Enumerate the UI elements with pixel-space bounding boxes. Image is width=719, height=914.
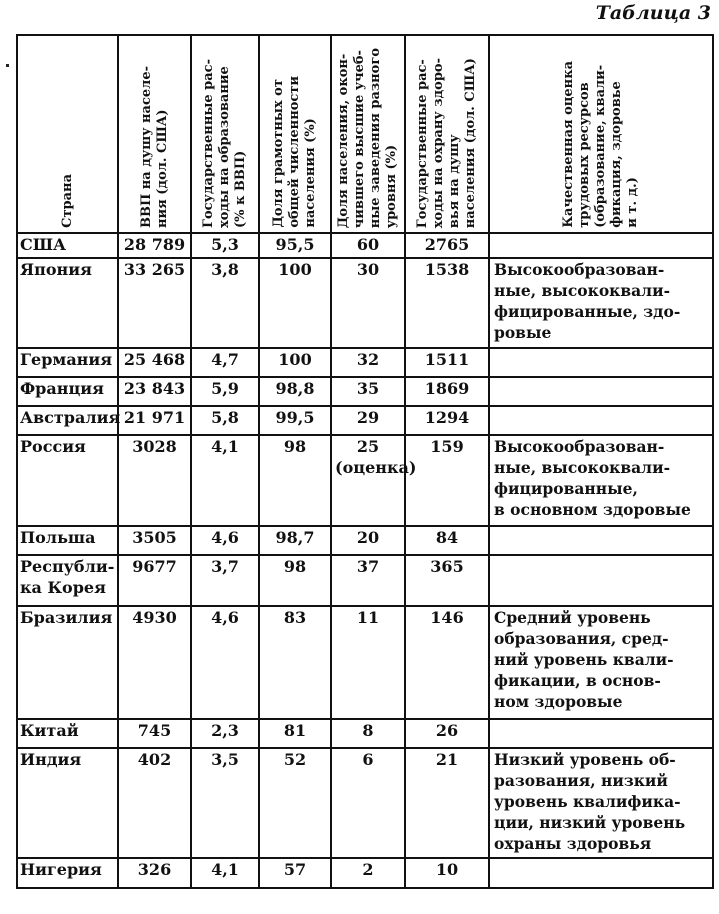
text-line: Франция bbox=[20, 379, 104, 398]
quality-cell bbox=[489, 606, 713, 719]
text-line: Государственные рас- bbox=[201, 58, 216, 228]
education-spending-cell bbox=[191, 858, 259, 888]
gdp-cell bbox=[118, 258, 191, 348]
higher-education-cell bbox=[331, 233, 405, 258]
higher-education-cell bbox=[331, 719, 405, 748]
health-spending-cell bbox=[405, 555, 489, 606]
text-line: 745 bbox=[137, 721, 172, 740]
gdp-cell bbox=[118, 858, 191, 888]
text-line: ний уровень квали- bbox=[494, 650, 674, 669]
literacy-cell bbox=[259, 233, 331, 258]
country-cell bbox=[17, 258, 118, 348]
text-line: ходы на образование bbox=[217, 66, 232, 228]
text-line: ные, высококвали- bbox=[494, 458, 671, 477]
text-line: 26 bbox=[435, 721, 459, 740]
higher-education-cell bbox=[331, 555, 405, 606]
health-spending-cell bbox=[405, 606, 489, 719]
text-line: 6 bbox=[362, 750, 374, 769]
header-gdp bbox=[118, 35, 191, 233]
country-cell bbox=[17, 406, 121, 435]
literacy-cell bbox=[259, 406, 331, 435]
text-line: США bbox=[20, 235, 67, 254]
text-line: 1511 bbox=[424, 350, 470, 369]
text-line: Государственные рас- bbox=[415, 58, 430, 228]
gdp-cell bbox=[118, 606, 191, 719]
education-spending-cell bbox=[191, 435, 259, 526]
text-line: 8 bbox=[362, 721, 374, 740]
table-row bbox=[17, 748, 713, 858]
text-line: 83 bbox=[283, 608, 307, 627]
text-line: Страна bbox=[59, 174, 75, 228]
text-line: 35 bbox=[356, 379, 380, 398]
health-spending-cell bbox=[405, 858, 489, 888]
text-line: 100 bbox=[278, 350, 312, 369]
text-line: 32 bbox=[356, 350, 380, 369]
education-spending-cell bbox=[191, 748, 259, 858]
education-spending-cell bbox=[191, 377, 259, 406]
quality-cell bbox=[489, 858, 713, 888]
text-line: Япония bbox=[20, 260, 92, 279]
country-cell bbox=[17, 348, 118, 377]
text-line: в основном здоровые bbox=[494, 500, 691, 519]
higher-education-cell bbox=[331, 348, 405, 377]
education-spending-cell bbox=[191, 555, 259, 606]
text-line: (оценка) bbox=[335, 458, 417, 477]
health-spending-cell bbox=[405, 719, 489, 748]
table-row bbox=[17, 348, 713, 377]
text-line: 3028 bbox=[132, 437, 177, 456]
health-spending-cell bbox=[405, 377, 489, 406]
text-line: вья на душу bbox=[447, 134, 462, 228]
text-line: 100 bbox=[278, 260, 312, 279]
text-line: 30 bbox=[356, 260, 380, 279]
text-line: 28 789 bbox=[123, 235, 186, 254]
table-row bbox=[17, 233, 713, 258]
health-spending-cell bbox=[405, 348, 489, 377]
text-line: 9677 bbox=[132, 557, 177, 576]
country-cell bbox=[17, 526, 118, 555]
table-row bbox=[17, 377, 713, 406]
quality-cell bbox=[489, 348, 713, 377]
country-cell bbox=[17, 748, 118, 858]
text-line: ции, низкий уровень bbox=[494, 813, 686, 832]
text-line: 2 bbox=[362, 860, 374, 879]
literacy-cell bbox=[259, 606, 331, 719]
text-line: 52 bbox=[283, 750, 307, 769]
quality-cell bbox=[489, 233, 713, 258]
data-table bbox=[16, 34, 714, 889]
text-line: уровень квалифика- bbox=[494, 792, 681, 811]
text-line: Китай bbox=[20, 721, 79, 740]
table-caption: Таблица 3 bbox=[595, 2, 711, 24]
text-line: 84 bbox=[435, 528, 459, 547]
text-line: трудовых ресурсов bbox=[577, 82, 592, 228]
health-spending-cell bbox=[405, 258, 489, 348]
text-line: фикация, здоровье bbox=[609, 81, 624, 228]
gdp-cell bbox=[118, 348, 191, 377]
quality-cell bbox=[489, 258, 713, 348]
text-line: Республи- bbox=[20, 557, 115, 576]
text-line: 1869 bbox=[424, 379, 470, 398]
health-spending-cell bbox=[405, 406, 489, 435]
higher-education-cell bbox=[331, 858, 405, 888]
gdp-cell bbox=[118, 406, 191, 435]
table-row bbox=[17, 435, 713, 526]
text-line: 3,5 bbox=[211, 750, 239, 769]
text-line: 37 bbox=[356, 557, 380, 576]
higher-education-cell bbox=[331, 406, 405, 435]
text-line: ходы на охрану здоро- bbox=[431, 57, 446, 228]
literacy-cell bbox=[259, 348, 331, 377]
gdp-cell bbox=[118, 233, 191, 258]
text-line: общей численности bbox=[287, 76, 302, 228]
health-spending-cell bbox=[405, 435, 489, 526]
higher-education-cell bbox=[331, 606, 405, 719]
text-line: ные, высококвали- bbox=[494, 281, 671, 300]
literacy-cell bbox=[259, 719, 331, 748]
health-spending-cell bbox=[405, 748, 489, 858]
text-line: охраны здоровья bbox=[494, 834, 652, 853]
literacy-cell bbox=[259, 555, 331, 606]
text-line: 21 971 bbox=[123, 408, 186, 427]
text-line: 3505 bbox=[132, 528, 177, 547]
higher-education-cell bbox=[331, 377, 405, 406]
text-line: 159 bbox=[430, 437, 464, 456]
text-line: ка Корея bbox=[20, 578, 106, 597]
country-cell bbox=[17, 858, 118, 888]
text-line: 365 bbox=[430, 557, 464, 576]
text-line: 25 bbox=[356, 437, 380, 456]
text-line: чившего высшие учеб- bbox=[352, 49, 367, 228]
text-line: (% к ВВП) bbox=[233, 150, 248, 228]
literacy-cell bbox=[259, 526, 331, 555]
text-line: фицированные, здо- bbox=[494, 302, 681, 321]
text-line: 5,3 bbox=[211, 235, 239, 254]
country-cell bbox=[17, 435, 118, 526]
text-line: 95,5 bbox=[275, 235, 315, 254]
header-quality bbox=[489, 35, 713, 233]
text-line: 4,1 bbox=[211, 437, 239, 456]
table-row bbox=[17, 719, 713, 748]
quality-cell bbox=[489, 406, 713, 435]
text-line: Австралия bbox=[20, 408, 121, 427]
text-line: 2,3 bbox=[211, 721, 239, 740]
text-line: Низкий уровень об- bbox=[494, 750, 676, 769]
higher-education-cell bbox=[331, 526, 405, 555]
text-line: Бразилия bbox=[20, 608, 113, 627]
country-cell bbox=[17, 233, 118, 258]
country-cell bbox=[17, 719, 118, 748]
header-health-spending bbox=[405, 35, 489, 233]
education-spending-cell bbox=[191, 526, 259, 555]
text-line: и т. д.) bbox=[625, 177, 640, 228]
education-spending-cell bbox=[191, 719, 259, 748]
text-line: 98 bbox=[283, 557, 307, 576]
text-line: фицированные, bbox=[494, 479, 638, 498]
higher-education-cell bbox=[331, 748, 405, 858]
text-line: 33 265 bbox=[123, 260, 186, 279]
text-line: 21 bbox=[435, 750, 459, 769]
text-line: населения (дол. США) bbox=[463, 57, 478, 228]
text-line: 402 bbox=[137, 750, 172, 769]
education-spending-cell bbox=[191, 606, 259, 719]
text-line: ния (дол. США) bbox=[154, 109, 170, 228]
text-line: Высокообразован- bbox=[494, 260, 665, 279]
text-line: Россия bbox=[20, 437, 86, 456]
text-line: 2765 bbox=[424, 235, 470, 254]
text-line: ровые bbox=[494, 323, 552, 342]
gdp-cell bbox=[118, 435, 191, 526]
text-line: Доля населения, окон- bbox=[336, 53, 351, 228]
quality-cell bbox=[489, 748, 713, 858]
gdp-cell bbox=[118, 719, 191, 748]
higher-education-cell bbox=[331, 435, 417, 526]
text-line: Нигерия bbox=[20, 860, 102, 879]
text-line: 3,7 bbox=[211, 557, 239, 576]
literacy-cell bbox=[259, 435, 331, 526]
country-cell bbox=[17, 377, 118, 406]
table-row bbox=[17, 406, 713, 435]
table-row bbox=[17, 526, 713, 555]
text-line: 98,7 bbox=[275, 528, 315, 547]
gdp-cell bbox=[118, 748, 191, 858]
text-line: Индия bbox=[20, 750, 82, 769]
text-line: уровня (%) bbox=[384, 144, 399, 228]
gdp-cell bbox=[118, 377, 191, 406]
quality-cell bbox=[489, 526, 713, 555]
quality-cell bbox=[489, 435, 713, 526]
table-row bbox=[17, 606, 713, 719]
text-line: 5,8 bbox=[211, 408, 239, 427]
text-line: 4930 bbox=[132, 608, 177, 627]
literacy-cell bbox=[259, 858, 331, 888]
text-line: фикации, в основ- bbox=[494, 671, 661, 690]
quality-cell bbox=[489, 377, 713, 406]
header-higher-education bbox=[331, 35, 405, 233]
text-line: разования, низкий bbox=[494, 771, 668, 790]
text-line: 57 bbox=[283, 860, 307, 879]
text-line: 1294 bbox=[424, 408, 470, 427]
education-spending-cell bbox=[191, 348, 259, 377]
header-education-spending bbox=[191, 35, 259, 233]
text-line: 4,6 bbox=[211, 608, 239, 627]
table-row bbox=[17, 555, 713, 606]
header-country bbox=[17, 35, 118, 233]
text-line: ВВП на душу населе- bbox=[138, 65, 154, 228]
text-line: 98 bbox=[283, 437, 307, 456]
text-line: 5,9 bbox=[211, 379, 239, 398]
gdp-cell bbox=[118, 555, 191, 606]
text-line: 4,7 bbox=[211, 350, 239, 369]
text-line: 11 bbox=[356, 608, 380, 627]
text-line: ные заведения разного bbox=[368, 47, 383, 228]
text-line: Высокообразован- bbox=[494, 437, 665, 456]
text-line: 326 bbox=[137, 860, 172, 879]
education-spending-cell bbox=[191, 258, 259, 348]
text-line: 29 bbox=[356, 408, 380, 427]
education-spending-cell bbox=[191, 406, 259, 435]
quality-cell bbox=[489, 555, 713, 606]
table-row bbox=[17, 858, 713, 888]
literacy-cell bbox=[259, 748, 331, 858]
text-line: 10 bbox=[435, 860, 459, 879]
health-spending-cell bbox=[405, 526, 489, 555]
text-line: 4,1 bbox=[211, 860, 239, 879]
header-row bbox=[17, 35, 713, 233]
text-line: 1538 bbox=[424, 260, 470, 279]
text-line: 99,5 bbox=[275, 408, 315, 427]
higher-education-cell bbox=[331, 258, 405, 348]
text-line: 98,8 bbox=[275, 379, 315, 398]
text-line: Средний уровень bbox=[494, 608, 651, 627]
text-line: Германия bbox=[20, 350, 113, 369]
health-spending-cell bbox=[405, 233, 489, 258]
text-line: 4,6 bbox=[211, 528, 239, 547]
text-line: 25 468 bbox=[123, 350, 186, 369]
quality-cell bbox=[489, 719, 713, 748]
gdp-cell bbox=[118, 526, 191, 555]
education-spending-cell bbox=[191, 233, 259, 258]
table-row bbox=[17, 258, 713, 348]
text-line: Доля грамотных от bbox=[271, 79, 286, 228]
text-line: 23 843 bbox=[123, 379, 186, 398]
header-literacy bbox=[259, 35, 331, 233]
text-line: населения (%) bbox=[303, 118, 318, 228]
literacy-cell bbox=[259, 377, 331, 406]
literacy-cell bbox=[259, 258, 331, 348]
text-line: Качественная оценка bbox=[561, 61, 576, 228]
text-line: 146 bbox=[430, 608, 464, 627]
text-line: Польша bbox=[20, 528, 96, 547]
text-line: 3,8 bbox=[211, 260, 239, 279]
text-line: 60 bbox=[356, 235, 380, 254]
page-mark bbox=[6, 64, 9, 67]
text-line: 20 bbox=[356, 528, 380, 547]
text-line: образования, сред- bbox=[494, 629, 669, 648]
country-cell bbox=[17, 606, 118, 719]
text-line: 81 bbox=[283, 721, 307, 740]
country-cell bbox=[17, 555, 118, 606]
text-line: ном здоровые bbox=[494, 692, 623, 711]
text-line: (образование, квали- bbox=[593, 65, 608, 228]
